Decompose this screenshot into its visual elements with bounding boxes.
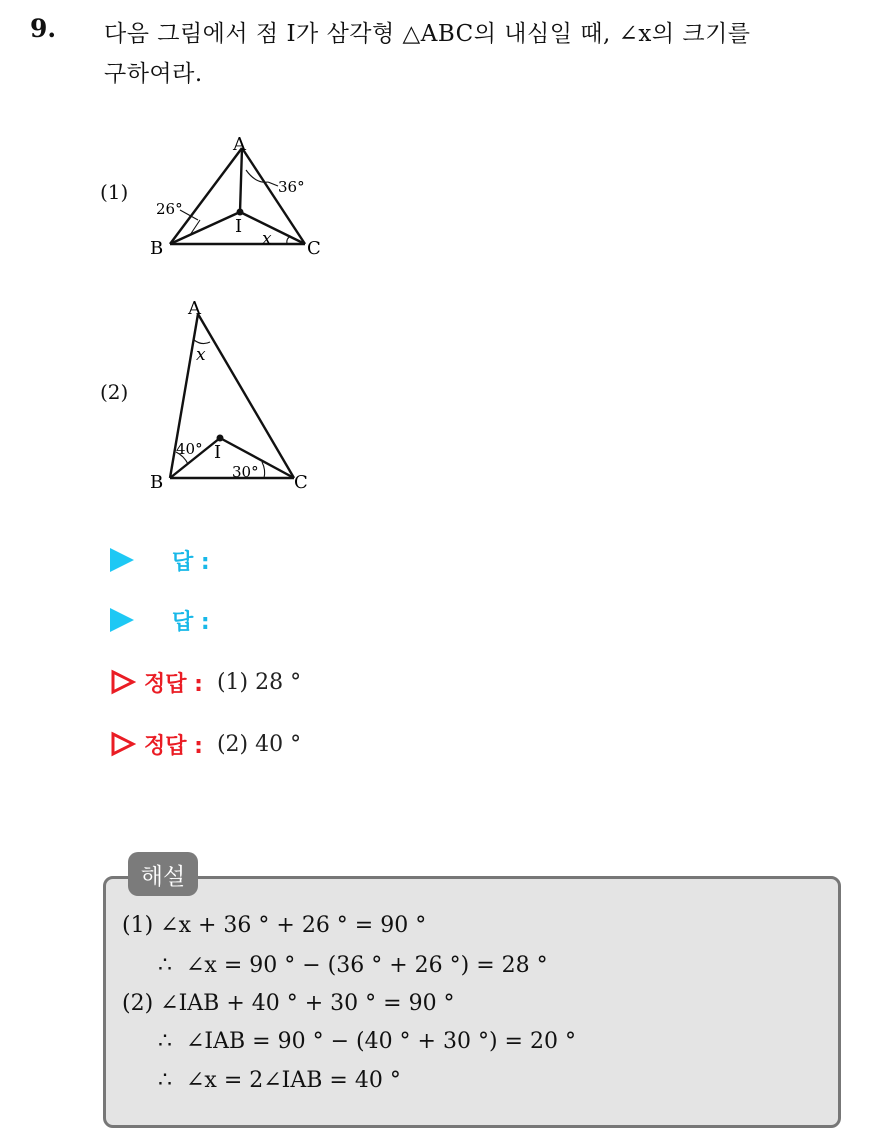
figure1-label: (1) xyxy=(100,180,129,204)
fig2-angle-C: 30° xyxy=(232,463,259,481)
figure2-label: (2) xyxy=(100,380,129,404)
fig1-label-A: A xyxy=(233,134,246,155)
solution-line-4: ∴ ∠IAB = 90 ° − (40 ° + 30 °) = 20 ° xyxy=(158,1029,576,1054)
fig1-label-I: I xyxy=(235,216,243,237)
correct-value-1: (1) 28 ° xyxy=(216,669,302,695)
fig1-incenter-point xyxy=(237,209,244,216)
question-text xyxy=(104,14,864,94)
answer-row-2[interactable] xyxy=(110,602,210,638)
answer-row-1[interactable] xyxy=(110,542,210,578)
fig2-incenter-point xyxy=(217,435,224,442)
correct-value-2: (2) 40 ° xyxy=(216,731,302,757)
correct-row-1 xyxy=(110,664,301,700)
fig1-angle-C: x xyxy=(262,229,272,249)
correct-arrow-icon xyxy=(110,731,136,757)
answer-arrow-icon xyxy=(110,548,134,572)
correct-arrow-icon xyxy=(110,669,136,695)
fig1-angle-B: 26° xyxy=(156,200,183,218)
fig1-segment-AI xyxy=(240,148,242,212)
answer-label-1: 답 : xyxy=(172,549,210,575)
solution-line-5: ∴ ∠x = 2∠IAB = 40 ° xyxy=(158,1068,401,1093)
fig2-label-I: I xyxy=(214,442,222,463)
correct-label-2: 정답 : xyxy=(144,733,203,759)
question-text-line2: 구하여라. xyxy=(104,61,203,87)
correct-label-1: 정답 : xyxy=(144,671,203,697)
solution-line-1: (1) ∠x + 36 ° + 26 ° = 90 ° xyxy=(122,913,427,938)
fig2-arc-A xyxy=(194,340,210,344)
fig2-angle-A: x xyxy=(196,345,206,365)
solution-line-2: ∴ ∠x = 90 ° − (36 ° + 26 °) = 28 ° xyxy=(158,953,548,978)
solution-line-3: (2) ∠IAB + 40 ° + 30 ° = 90 ° xyxy=(122,991,455,1016)
solution-tag: 해설 xyxy=(128,852,198,896)
figure1-diagram xyxy=(140,128,340,268)
fig1-label-C: C xyxy=(307,238,321,259)
fig1-label-B: B xyxy=(150,238,164,259)
question-number: 9. xyxy=(30,14,57,43)
figure2-diagram xyxy=(140,292,330,497)
answer-arrow-icon xyxy=(110,608,134,632)
fig2-angle-B: 40° xyxy=(176,440,203,458)
question-text-line1: 다음 그림에서 점 I가 삼각형 △ABC의 내심일 때, ∠x의 크기를 xyxy=(104,21,751,47)
fig1-angle-A: 36° xyxy=(278,178,305,196)
fig1-side-AB xyxy=(170,148,242,244)
fig2-arc-C xyxy=(262,462,265,478)
correct-row-2 xyxy=(110,726,301,762)
fig2-label-C: C xyxy=(294,472,308,493)
answer-label-2: 답 : xyxy=(172,609,210,635)
fig2-label-A: A xyxy=(188,298,201,319)
fig2-label-B: B xyxy=(150,472,164,493)
